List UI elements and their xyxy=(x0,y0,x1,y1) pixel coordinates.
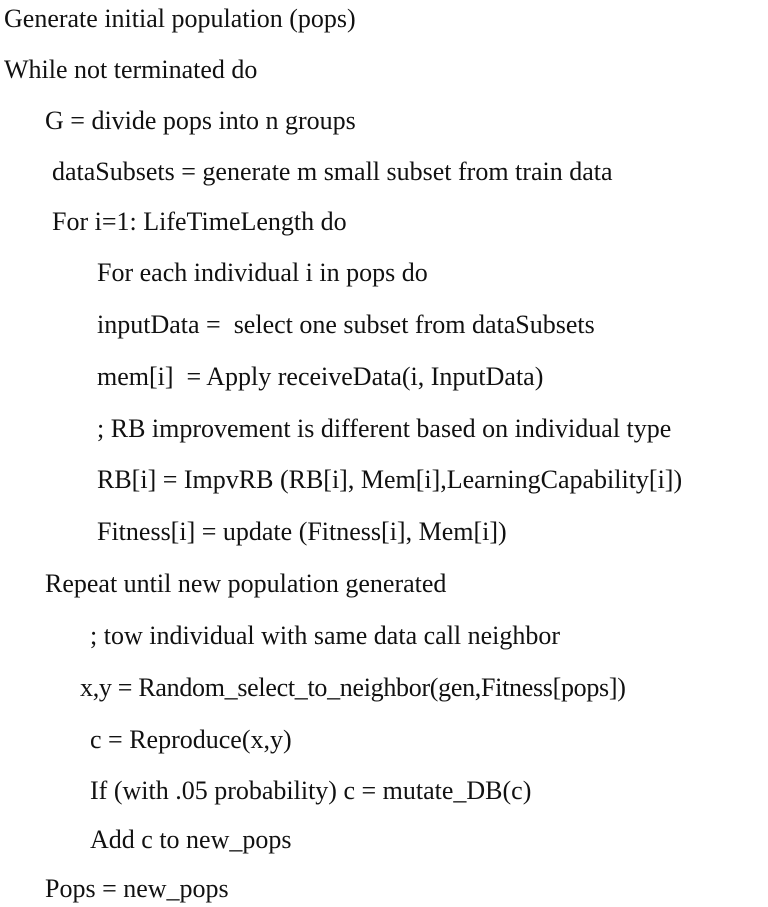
code-line: For each individual i in pops do xyxy=(97,258,428,287)
code-line: c = Reproduce(x,y) xyxy=(90,725,292,754)
code-line: x,y = Random_select_to_neighbor(gen,Fitness[pops]) xyxy=(80,673,626,702)
code-line: Pops = new_pops xyxy=(45,874,229,903)
code-line: RB[i] = ImpvRB (RB[i], Mem[i],LearningCapability[i]) xyxy=(97,465,683,494)
code-line: Generate initial population (pops) xyxy=(4,4,356,33)
code-line: Add c to new_pops xyxy=(90,825,292,854)
code-comment: ; RB improvement is different based on individual type xyxy=(97,414,672,443)
code-line: If (with .05 probability) c = mutate_DB(c) xyxy=(90,776,532,805)
code-line: While not terminated do xyxy=(4,55,258,84)
code-comment: ; tow individual with same data call neighbor xyxy=(90,621,561,650)
code-line: Repeat until new population generated xyxy=(45,569,447,598)
code-line: Fitness[i] = update (Fitness[i], Mem[i]) xyxy=(97,517,507,546)
code-line: For i=1: LifeTimeLength do xyxy=(52,207,347,236)
code-line: inputData = select one subset from dataSubsets xyxy=(97,310,595,339)
code-line: G = divide pops into n groups xyxy=(45,106,356,135)
code-line: dataSubsets = generate m small subset from train data xyxy=(52,157,613,186)
code-line: mem[i] = Apply receiveData(i, InputData) xyxy=(97,362,544,391)
